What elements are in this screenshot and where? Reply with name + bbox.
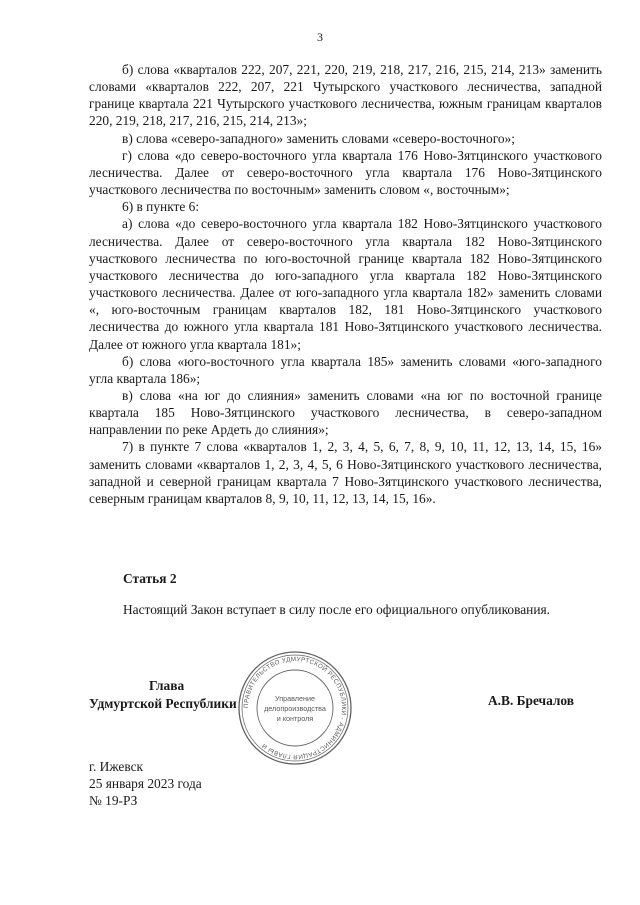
date: 25 января 2023 года — [89, 776, 202, 791]
paragraph: б) слова «юго-восточного угла квартала 185» заменить словами «юго-западного угла квартала 186»; — [89, 353, 602, 386]
article-text: Настоящий Закон вступает в силу после его официального опубликования. — [123, 602, 551, 617]
seal-inner-line2: делопроизводства — [264, 704, 326, 713]
signer-name: А.В. Бречалов — [488, 693, 575, 708]
paragraph: г) слова «до северо-восточного угла квартала 176 Ново-Зятцинского участкового лесничества. Далее от северо-восточного угла квартала 176 Ново-Зятцинского участкового лесничества по восточным» заменить словом «, восточным»; — [89, 147, 602, 198]
signer-role — [89, 677, 289, 713]
paragraph: а) слова «до северо-восточного угла квартала 182 Ново-Зятцинского участкового лесничества. Далее от северо-восточного угла квартала 182 Ново-Зятцинского участкового лесничества по юго-восточной границе квартала 182 Ново-Зятцинского участкового лесничества до юго-западного угла квартала 182 Ново-Зятцинского участкового лесничества. Далее от юго-западного угла квартала 182» заменить словами «, юго-восточным границам кварталов 182, 181 Ново-Зятцинского участкового лесничества до южного угла квартала 181 Ново-Зятцинского участкового лесничества. Далее от южного угла квартала 181»; — [89, 216, 602, 352]
signer-role-line2: Удмуртской Республики — [89, 696, 237, 711]
signer-role-line1: Глава — [149, 678, 185, 693]
city: г. Ижевск — [89, 759, 144, 774]
seal-inner-line1: Управление — [275, 694, 315, 703]
paragraph: в) слова «на юг до слияния» заменить словами «на юг по восточной границе квартала 185 Ново-Зятцинского участкового лесничества, в северо-западном направлении по реке Ардеть до слияния»; — [89, 387, 602, 438]
paragraph: в) слова «северо-западного» заменить словами «северо-восточного»; — [122, 130, 515, 146]
page-number: 3 — [317, 30, 323, 44]
paragraph: 6) в пункте 6: — [122, 199, 200, 215]
article-title: Статья 2 — [123, 571, 177, 586]
paragraph: 7) в пункте 7 слова «кварталов 1, 2, 3, 4, 5, 6, 7, 8, 9, 10, 11, 12, 13, 14, 15, 16» заменить словами «кварталов 1, 2, 3, 4, 5, 6 Ново-Зятцинского участкового лесничества, западной и северной границам квартала 7 Ново-Зятцинского участкового лесничества, северным границам кварталов 8, 9, 10, 11, 12, 13, 14, 15, 16». — [89, 439, 602, 506]
document-footer — [89, 758, 202, 809]
law-number: № 19-РЗ — [89, 793, 138, 808]
paragraph: б) слова «кварталов 222, 207, 221, 220, 219, 218, 217, 216, 215, 214, 213» заменить словами «кварталов 222, 207, 221 Чутырского участкового лесничества, западной границе квартала 221 Чутырского участкового лесничества, южным границам кварталов 220, 219, 218, 217, 216, 215, 214, 213»; — [89, 62, 602, 129]
seal-inner-line3: и контроля — [276, 714, 314, 723]
seal-outer-text: ПРАВИТЕЛЬСТВО УДМУРТСКОЙ РЕСПУБЛИКИ · АДМИНИСТРАЦИЯ ГЛАВЫ И — [242, 655, 348, 761]
amendment-text — [89, 61, 602, 507]
